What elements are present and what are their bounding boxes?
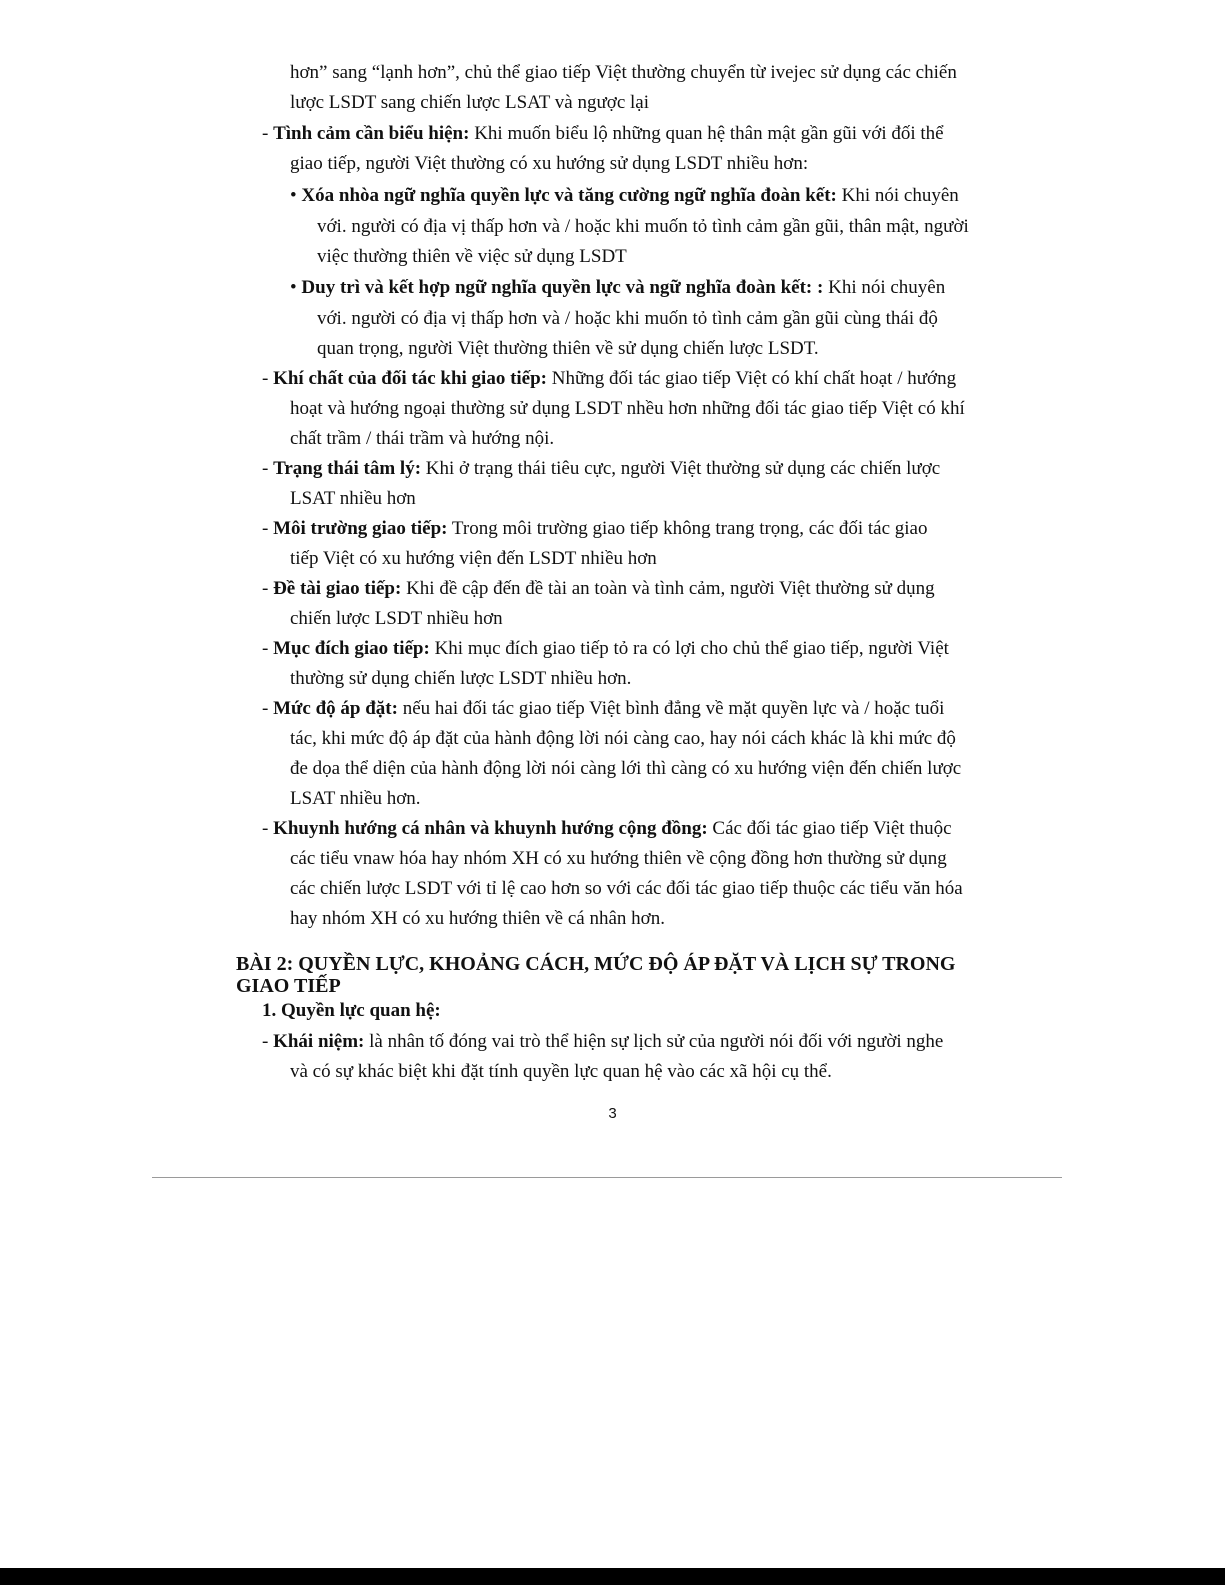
item-label: Khuynh hướng cá nhân và khuynh hướng cộng đồng: — [273, 818, 708, 839]
list-item — [262, 576, 935, 602]
dash: - — [262, 518, 274, 539]
item-text: Các đối tác giao tiếp Việt thuộc — [707, 818, 952, 839]
dash: - — [262, 578, 274, 599]
bullet-wrap: với. người có địa vị thấp hơn và / hoặc khi muốn tỏ tình cảm gần gũi, thân mật, người — [317, 216, 969, 237]
dash: - — [262, 458, 274, 479]
list-item-wrap: các tiểu vnaw hóa hay nhóm XH có xu hướng thiên về cộng đồng hơn thường sử dụng — [290, 848, 947, 869]
list-item — [262, 1029, 943, 1055]
item-label: Khí chất của đối tác khi giao tiếp: — [273, 368, 548, 389]
list-item-wrap: và có sự khác biệt khi đặt tính quyền lực quan hệ vào các xã hội cụ thể. — [290, 1061, 832, 1082]
bullet-wrap: với. người có địa vị thấp hơn và / hoặc khi muốn tỏ tình cảm gần gũi cùng thái độ — [317, 308, 938, 329]
item-text: Khi muốn biểu lộ những quan hệ thân mật gần gũi với đối thể — [469, 123, 944, 144]
list-item — [262, 816, 952, 842]
bullet-label: Xóa nhòa ngữ nghĩa quyền lực và tăng cường ngữ nghĩa đoàn kết: — [301, 185, 837, 206]
item-label: Mục đích giao tiếp: — [273, 638, 430, 659]
list-item — [262, 696, 944, 722]
list-item-wrap: giao tiếp, người Việt thường có xu hướng sử dụng LSDT nhiều hơn: — [290, 153, 809, 174]
item-text: nếu hai đối tác giao tiếp Việt bình đẳng về mặt quyền lực và / hoặc tuổi — [397, 698, 945, 719]
item-label: Khái niệm: — [273, 1031, 365, 1052]
list-item-wrap: các chiến lược LSDT với tỉ lệ cao hơn so với các đối tác giao tiếp thuộc các tiểu văn hóa — [290, 878, 963, 899]
list-item-wrap: hay nhóm XH có xu hướng thiên về cá nhân hơn. — [290, 908, 665, 929]
subsection-heading: 1. Quyền lực quan hệ: — [262, 1000, 441, 1021]
item-text: Trong môi trường giao tiếp không trang trọng, các đối tác giao — [447, 518, 928, 539]
list-item-wrap: đe dọa thể diện của hành động lời nói càng lới thì càng có xu hướng viện đến chiến lược — [290, 758, 962, 779]
item-text: là nhân tố đóng vai trò thể hiện sự lịch sử của người nói đối với người nghe — [364, 1031, 944, 1052]
item-text: Khi đề cập đến đề tài an toàn và tình cảm, người Việt thường sử dụng — [401, 578, 935, 599]
item-label: Trạng thái tâm lý: — [273, 458, 422, 479]
bottom-edge-bar — [0, 1568, 1225, 1585]
dash: - — [262, 1031, 274, 1052]
list-item — [262, 516, 927, 542]
item-label: Tình cảm cần biểu hiện: — [273, 123, 470, 144]
section-heading: GIAO TIẾP — [236, 975, 341, 997]
item-text: Những đối tác giao tiếp Việt có khí chất hoạt / hướng — [547, 368, 957, 389]
bullet-symbol: • — [290, 185, 302, 206]
bullet-wrap: quan trọng, người Việt thường thiên về sử dụng chiến lược LSDT. — [317, 338, 819, 359]
list-item — [262, 456, 940, 482]
list-item — [262, 366, 956, 392]
page-divider — [152, 1177, 1062, 1178]
list-item-wrap: LSAT nhiều hơn. — [290, 788, 421, 809]
bullet-label: Duy trì và kết hợp ngữ nghĩa quyền lực và ngữ nghĩa đoàn kết: : — [301, 277, 824, 298]
paragraph-line: hơn” sang “lạnh hơn”, chủ thể giao tiếp Việt thường chuyển từ ivejec sử dụng các chiến — [290, 62, 957, 83]
item-label: Mức độ áp đặt: — [273, 698, 398, 719]
bullet-symbol: • — [290, 277, 302, 298]
item-text: Khi mục đích giao tiếp tỏ ra có lợi cho chủ thể giao tiếp, người Việt — [429, 638, 949, 659]
dash: - — [262, 698, 274, 719]
bullet-text: Khi nói chuyên — [823, 277, 946, 298]
bullet-item — [290, 183, 959, 209]
dash: - — [262, 818, 274, 839]
list-item-wrap: thường sử dụng chiến lược LSDT nhiều hơn. — [290, 668, 632, 689]
dash: - — [262, 638, 274, 659]
list-item-wrap: LSAT nhiều hơn — [290, 488, 416, 509]
item-label: Đề tài giao tiếp: — [273, 578, 402, 599]
list-item-wrap: hoạt và hướng ngoại thường sử dụng LSDT nhều hơn những đối tác giao tiếp Việt có khí — [290, 398, 965, 419]
bullet-wrap: việc thường thiên về việc sử dụng LSDT — [317, 246, 627, 267]
list-item-wrap: tiếp Việt có xu hướng viện đến LSDT nhiều hơn — [290, 548, 657, 569]
item-text: Khi ở trạng thái tiêu cực, người Việt thường sử dụng các chiến lược — [421, 458, 941, 479]
dash: - — [262, 123, 274, 144]
list-item-wrap: chiến lược LSDT nhiều hơn — [290, 608, 503, 629]
list-item — [262, 121, 944, 147]
dash: - — [262, 368, 274, 389]
list-item-wrap: tác, khi mức độ áp đặt của hành động lời nói càng cao, hay nói cách khác là khi mức độ — [290, 728, 956, 749]
item-label: Môi trường giao tiếp: — [273, 518, 448, 539]
section-heading: BÀI 2: QUYỀN LỰC, KHOẢNG CÁCH, MỨC ĐỘ ÁP ĐẶT VÀ LỊCH SỰ TRONG — [236, 953, 956, 975]
list-item-wrap: chất trầm / thái trầm và hướng nội. — [290, 428, 555, 449]
paragraph-line: lược LSDT sang chiến lược LSAT và ngược lại — [290, 92, 649, 113]
bullet-text: Khi nói chuyên — [836, 185, 959, 206]
list-item — [262, 636, 949, 662]
page-number: 3 — [608, 1105, 617, 1122]
bullet-item — [290, 275, 945, 301]
